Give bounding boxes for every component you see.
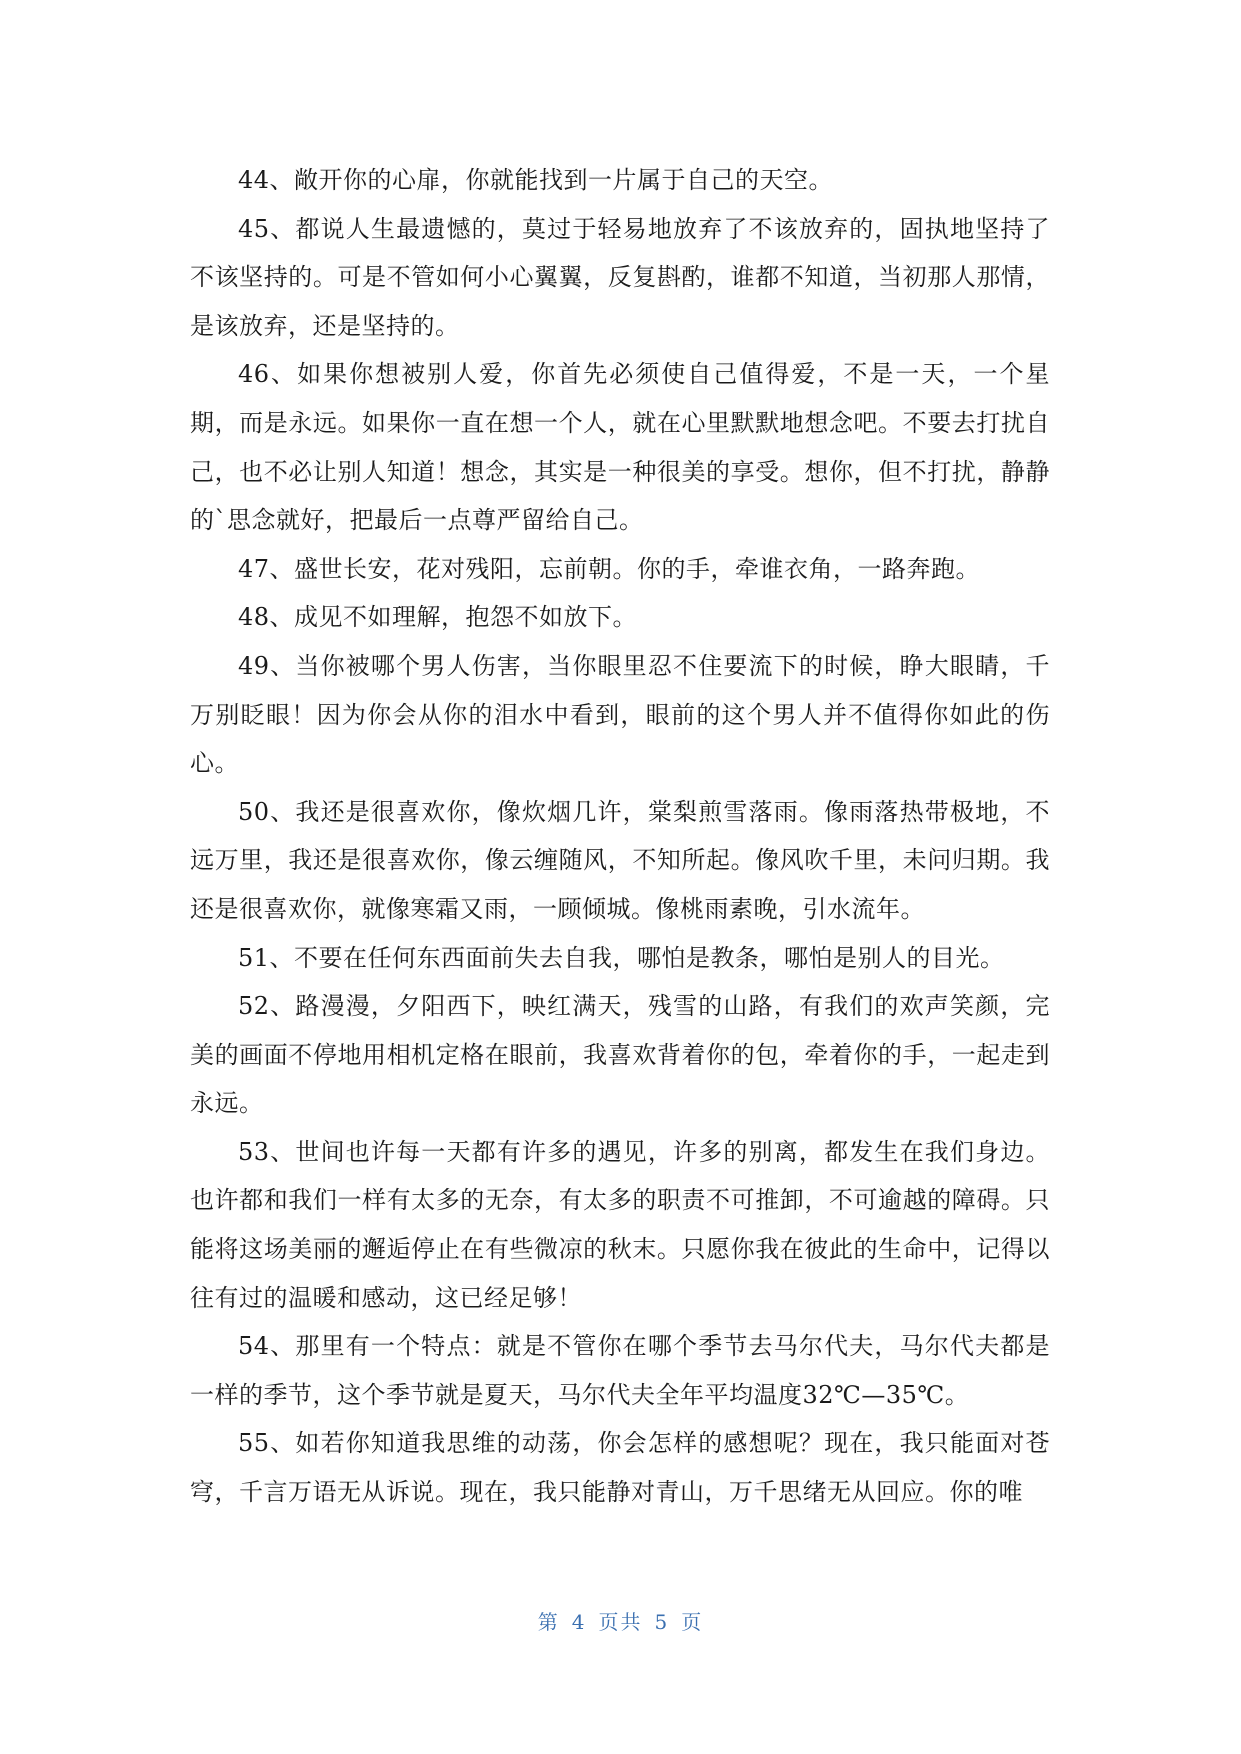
paragraph-49: 49、当你被哪个男人伤害，当你眼里忍不住要流下的时候，睁大眼睛，千万别眨眼！因为你会从你的泪水中看到，眼前的这个男人并不值得你如此的伤心。 bbox=[190, 651, 1050, 778]
footer-current-page: 4 bbox=[571, 1610, 587, 1634]
paragraph-53: 53、世间也许每一天都有许多的遇见，许多的别离，都发生在我们身边。也许都和我们一样有太多的无奈，有太多的职责不可推卸，不可逾越的障碍。只能将这场美丽的邂逅停止在有些微凉的秋末。只愿你我在彼此的生命中，记得以往有过的温暖和感动，这已经足够！ bbox=[190, 1137, 1050, 1312]
paragraph-54: 54、那里有一个特点：就是不管你在哪个季节去马尔代夫，马尔代夫都是一样的季节，这个季节就是夏天，马尔代夫全年平均温度32℃—35℃。 bbox=[190, 1332, 1050, 1409]
paragraph-52: 52、路漫漫，夕阳西下，映红满天，残雪的山路，有我们的欢声笑颜，完美的画面不停地用相机定格在眼前，我喜欢背着你的包，牵着你的手，一起走到永远。 bbox=[190, 992, 1050, 1118]
paragraph-45: 45、都说人生最遗憾的，莫过于轻易地放弃了不该放弃的，固执地坚持了不该坚持的。可是不管如何小心翼翼，反复斟酌，谁都不知道，当初那人那情，是该放弃，还是坚持的。 bbox=[190, 214, 1050, 340]
paragraph-47: 47、盛世长安，花对残阳，忘前朝。你的手，牵谁衣角，一路奔跑。 bbox=[238, 554, 981, 583]
paragraph-50: 50、我还是很喜欢你，像炊烟几许，棠梨煎雪落雨。像雨落热带极地，不远万里，我还是很喜欢你，像云缠随风，不知所起。像风吹千里，未问归期。我还是很喜欢你，就像寒霜又雨，一顾倾城。像桃雨素晚，引水流年。 bbox=[190, 797, 1050, 923]
paragraph-46: 46、如果你想被别人爱，你首先必须使自己值得爱，不是一天，一个星期，而是永远。如果你一直在想一个人，就在心里默默地想念吧。不要去打扰自己，也不必让别人知道！想念，其实是一种很美的享受。想你，但不打扰，静静的`思念就好，把最后一点尊严留给自己。 bbox=[190, 360, 1050, 535]
footer-ye-gong: 页共 bbox=[598, 1610, 643, 1634]
footer-di: 第 bbox=[537, 1610, 560, 1634]
page-footer bbox=[0, 1606, 1241, 1635]
paragraph-44: 44、敞开你的心扉，你就能找到一片属于自己的天空。 bbox=[238, 166, 834, 194]
footer-ye: 页 bbox=[681, 1610, 704, 1634]
document-body bbox=[190, 156, 1050, 1517]
paragraph-48: 48、成见不如理解，抱怨不如放下。 bbox=[238, 603, 638, 632]
paragraph-55: 55、如若你知道我思维的动荡，你会怎样的感想呢？现在，我只能面对苍穹，千言万语无从诉说。现在，我只能静对青山，万千思绪无从回应。你的唯 bbox=[190, 1429, 1050, 1507]
paragraph-51: 51、不要在任何东西面前失去自我，哪怕是教条，哪怕是别人的目光。 bbox=[238, 943, 1005, 972]
footer-total-pages: 5 bbox=[654, 1610, 670, 1634]
